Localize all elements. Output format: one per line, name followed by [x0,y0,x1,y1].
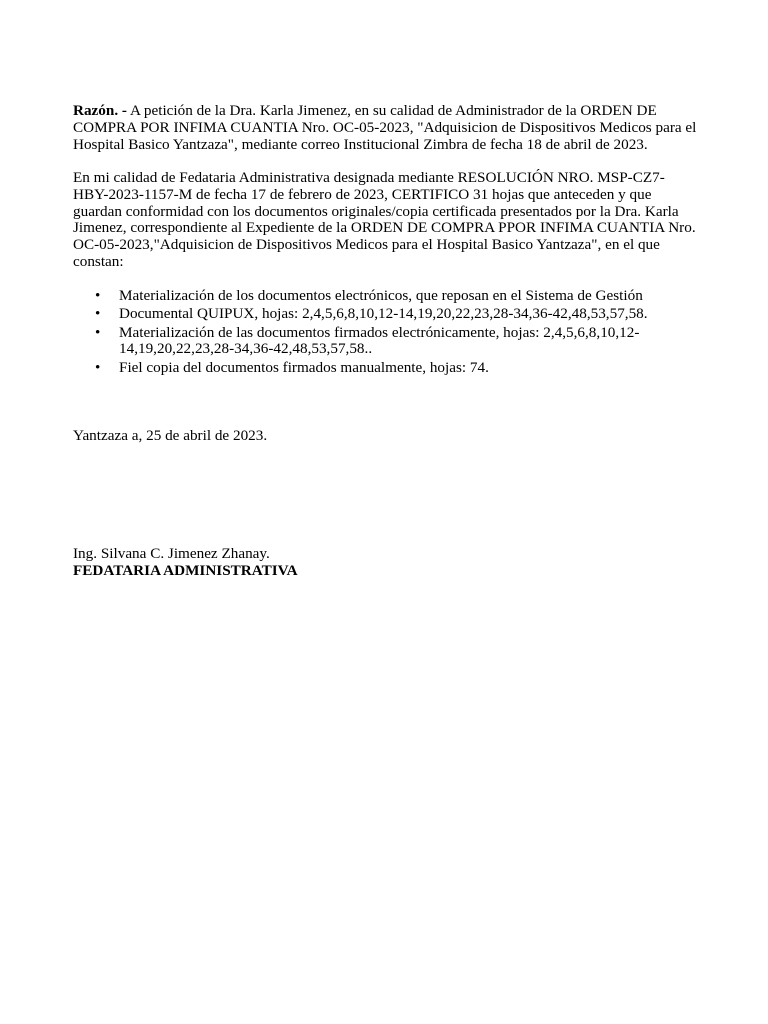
list-item-text: Fiel copia del documentos firmados manualmente, hojas: 74. [119,358,489,376]
signatory-name: Ing. Silvana C. Jimenez Zhanay. [73,545,270,562]
list-item-text: Materialización de los documentos electrónicos, que reposan en el Sistema de Gestión [119,287,643,304]
document-list [73,288,699,378]
signatory-title: FEDATARIA ADMINISTRATIVA [73,562,298,579]
closing-date: Yantzaza a, 25 de abril de 2023. [73,427,268,444]
certification-paragraph: En mi calidad de Fedataria Administrativa designada mediante RESOLUCIÓN NRO. MSP-CZ7-HBY-2023-1157-M de fecha 17 de febrero de 2023, CERTIFICO 31 hojas que anteceden y que guardan conformidad con los documentos originales/copia certificada presentados por la Dra. Karla Jimenez, correspondiente al Expediente de la ORDEN DE COMPRA PPOR INFIMA CUANTIA Nro. OC-05-2023,"Adquisicion de Dispositivos Medicos para el Hospital Basico Yantzaza", en el que constan: [73,169,696,270]
list-item [73,325,699,359]
razon-paragraph [73,103,699,153]
bullet-icon: • [95,323,101,341]
razon-lead: Razón. - [73,102,127,119]
list-item [73,306,699,323]
list-item [73,360,699,377]
list-item-text: Materialización de las documentos firmados electrónicamente, hojas: 2,4,5,6,8,10,12-14,19,20,22,23,28-34,36-42,48,53,57,58.. [119,323,640,358]
list-item [73,288,699,305]
bullet-icon: • [95,287,101,304]
list-item-text: Documental QUIPUX, hojas: 2,4,5,6,8,10,12-14,19,20,22,23,28-34,36-42,48,53,57,58. [119,305,648,323]
bullet-icon: • [95,305,101,323]
bullet-icon: • [95,358,101,376]
razon-text: A petición de la Dra. Karla Jimenez, en su calidad de Administrador de la ORDEN DE COMPRA POR INFIMA CUANTIA Nro. OC-05-2023, "Adquisicion de Dispositivos Medicos para el Hospital Basico Yantzaza", mediante correo Institucional Zimbra de fecha 18 de abril de 2023. [73,102,697,153]
